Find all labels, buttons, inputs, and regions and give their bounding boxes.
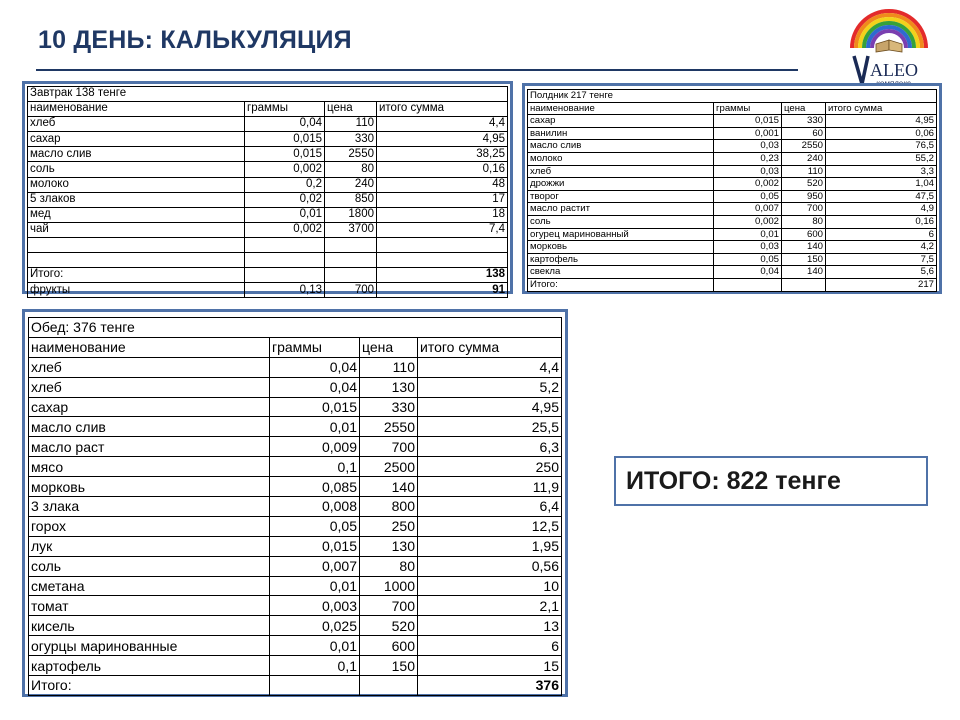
- item-name: морковь: [29, 477, 270, 497]
- total-label: Итого:: [29, 676, 270, 696]
- item-sum: 76,5: [826, 140, 937, 153]
- item-grams: 0,23: [714, 152, 782, 165]
- empty-cell: [325, 268, 377, 283]
- fruit-row: [28, 283, 508, 298]
- breakfast-header-row: [28, 102, 508, 117]
- item-name: масло слив: [528, 140, 714, 153]
- item-name: хлеб: [29, 357, 270, 377]
- svg-text:ALEO: ALEO: [870, 60, 918, 80]
- item-name: лук: [29, 536, 270, 556]
- breakfast-title-row: [28, 87, 508, 102]
- table-row: [29, 477, 562, 497]
- item-price: 110: [782, 165, 826, 178]
- title-underline: [36, 69, 798, 71]
- empty-cell: [782, 278, 826, 291]
- item-grams: 0,001: [714, 127, 782, 140]
- item-name: соль: [528, 215, 714, 228]
- item-grams: 0,015: [245, 132, 325, 147]
- item-name: молоко: [28, 177, 245, 192]
- empty-cell: [245, 237, 325, 252]
- table-row: [528, 266, 937, 279]
- item-grams: 0,007: [714, 203, 782, 216]
- snack-table-panel: [522, 83, 942, 294]
- item-sum: 2,1: [418, 596, 562, 616]
- item-sum: 0,16: [826, 215, 937, 228]
- col-sum-header: итого сумма: [826, 102, 937, 115]
- item-sum: 0,06: [826, 127, 937, 140]
- col-price-header: цена: [325, 102, 377, 117]
- item-grams: 0,007: [270, 556, 360, 576]
- item-grams: 0,05: [714, 253, 782, 266]
- empty-cell: [377, 237, 508, 252]
- empty-cell: [28, 253, 245, 268]
- table-row: [28, 147, 508, 162]
- item-name: творог: [528, 190, 714, 203]
- total-label: Итого:: [28, 268, 245, 283]
- item-price: 130: [360, 536, 418, 556]
- item-sum: 18: [377, 207, 508, 222]
- item-sum: 12,5: [418, 516, 562, 536]
- item-sum: 250: [418, 457, 562, 477]
- table-row: [28, 132, 508, 147]
- item-sum: 6,3: [418, 437, 562, 457]
- total-row: [528, 278, 937, 291]
- item-sum: 5,2: [418, 377, 562, 397]
- item-grams: 0,009: [270, 437, 360, 457]
- table-row: [28, 162, 508, 177]
- col-sum-header: итого сумма: [418, 337, 562, 357]
- table-row: [28, 177, 508, 192]
- table-row: [528, 215, 937, 228]
- empty-row: [28, 253, 508, 268]
- item-price: 150: [360, 656, 418, 676]
- item-price: 130: [360, 377, 418, 397]
- snack-title-row: [528, 90, 937, 103]
- item-price: 140: [782, 266, 826, 279]
- empty-cell: [245, 253, 325, 268]
- table-row: [29, 616, 562, 636]
- total-value: 217: [826, 278, 937, 291]
- item-sum: 0,56: [418, 556, 562, 576]
- table-row: [29, 656, 562, 676]
- item-name: огурцы маринованные: [29, 636, 270, 656]
- item-grams: 0,085: [270, 477, 360, 497]
- item-name: картофель: [29, 656, 270, 676]
- item-grams: 0,01: [714, 228, 782, 241]
- table-row: [29, 636, 562, 656]
- item-grams: 0,03: [714, 140, 782, 153]
- empty-cell: [28, 237, 245, 252]
- item-name: чай: [28, 222, 245, 237]
- item-price: 520: [782, 178, 826, 191]
- item-grams: 0,02: [245, 192, 325, 207]
- item-name: сахар: [29, 397, 270, 417]
- item-grams: 0,002: [714, 178, 782, 191]
- item-price: 80: [325, 162, 377, 177]
- item-name: ванилин: [528, 127, 714, 140]
- empty-cell: [245, 268, 325, 283]
- item-name: горох: [29, 516, 270, 536]
- table-row: [29, 497, 562, 517]
- item-price: 80: [782, 215, 826, 228]
- col-price-header: цена: [782, 102, 826, 115]
- table-row: [28, 117, 508, 132]
- breakfast-table-panel: [22, 81, 513, 294]
- table-row: [29, 556, 562, 576]
- total-value: 376: [418, 676, 562, 696]
- item-sum: 4,95: [377, 132, 508, 147]
- item-name: хлеб: [29, 377, 270, 397]
- empty-cell: [360, 676, 418, 696]
- empty-cell: [377, 253, 508, 268]
- table-row: [28, 222, 508, 237]
- table-row: [528, 140, 937, 153]
- item-price: 80: [360, 556, 418, 576]
- item-grams: 0,008: [270, 497, 360, 517]
- item-grams: 0,04: [270, 377, 360, 397]
- table-row: [29, 437, 562, 457]
- table-row: [29, 357, 562, 377]
- item-sum: 6,4: [418, 497, 562, 517]
- col-sum-header: итого сумма: [377, 102, 508, 117]
- page-title: 10 ДЕНЬ: КАЛЬКУЛЯЦИЯ: [38, 26, 352, 54]
- item-name: мед: [28, 207, 245, 222]
- table-row: [528, 190, 937, 203]
- item-sum: 38,25: [377, 147, 508, 162]
- table-row: [528, 165, 937, 178]
- table-row: [528, 203, 937, 216]
- item-price: 1800: [325, 207, 377, 222]
- table-row: [29, 377, 562, 397]
- item-grams: 0,04: [714, 266, 782, 279]
- item-sum: 47,5: [826, 190, 937, 203]
- snack-header-row: [528, 102, 937, 115]
- item-grams: 0,03: [714, 165, 782, 178]
- item-name: морковь: [528, 241, 714, 254]
- item-name: сметана: [29, 576, 270, 596]
- item-sum: 0,16: [377, 162, 508, 177]
- item-grams: 0,003: [270, 596, 360, 616]
- item-price: 240: [325, 177, 377, 192]
- empty-cell: [325, 237, 377, 252]
- breakfast-title: Завтрак 138 тенге: [28, 87, 508, 102]
- item-price: 600: [360, 636, 418, 656]
- item-sum: 5,6: [826, 266, 937, 279]
- item-sum: 25,5: [418, 417, 562, 437]
- item-grams: 0,015: [270, 536, 360, 556]
- item-grams: 0,03: [714, 241, 782, 254]
- item-price: 1000: [360, 576, 418, 596]
- table-row: [29, 516, 562, 536]
- col-name-header: наименование: [28, 102, 245, 117]
- item-grams: 0,05: [714, 190, 782, 203]
- item-sum: 4,2: [826, 241, 937, 254]
- item-sum: 10: [418, 576, 562, 596]
- item-price: 800: [360, 497, 418, 517]
- item-sum: 3,3: [826, 165, 937, 178]
- item-name: 3 злака: [29, 497, 270, 517]
- item-price: 60: [782, 127, 826, 140]
- lunch-title: Обед: 376 тенге: [29, 318, 562, 338]
- breakfast-table: [27, 86, 508, 298]
- col-name-header: наименование: [528, 102, 714, 115]
- item-grams: 0,04: [270, 357, 360, 377]
- col-name-header: наименование: [29, 337, 270, 357]
- item-grams: 0,04: [245, 117, 325, 132]
- table-row: [28, 192, 508, 207]
- table-row: [528, 228, 937, 241]
- item-price: 3700: [325, 222, 377, 237]
- item-sum: 17: [377, 192, 508, 207]
- item-name: огурец маринованный: [528, 228, 714, 241]
- total-label: Итого:: [528, 278, 714, 291]
- item-grams: 0,13: [245, 283, 325, 298]
- lunch-header-row: [29, 337, 562, 357]
- item-sum: 4,4: [418, 357, 562, 377]
- item-price: 110: [325, 117, 377, 132]
- item-name: картофель: [528, 253, 714, 266]
- total-row: [29, 676, 562, 696]
- item-grams: 0,025: [270, 616, 360, 636]
- item-sum: 7,4: [377, 222, 508, 237]
- table-row: [29, 576, 562, 596]
- item-name: кисель: [29, 616, 270, 636]
- item-name: хлеб: [528, 165, 714, 178]
- item-sum: 55,2: [826, 152, 937, 165]
- table-row: [528, 152, 937, 165]
- item-grams: 0,015: [714, 115, 782, 128]
- lunch-title-row: [29, 318, 562, 338]
- col-grams-header: граммы: [245, 102, 325, 117]
- item-grams: 0,002: [714, 215, 782, 228]
- item-name: соль: [28, 162, 245, 177]
- total-row: [28, 268, 508, 283]
- item-price: 2550: [325, 147, 377, 162]
- table-row: [528, 253, 937, 266]
- item-name: 5 злаков: [28, 192, 245, 207]
- item-sum: 11,9: [418, 477, 562, 497]
- table-row: [29, 457, 562, 477]
- item-sum: 48: [377, 177, 508, 192]
- col-grams-header: граммы: [270, 337, 360, 357]
- item-name: фрукты: [28, 283, 245, 298]
- item-price: 2550: [782, 140, 826, 153]
- empty-cell: [270, 676, 360, 696]
- item-sum: 1,95: [418, 536, 562, 556]
- item-grams: 0,015: [270, 397, 360, 417]
- empty-row: [28, 237, 508, 252]
- snack-table: [527, 89, 937, 292]
- item-price: 700: [360, 596, 418, 616]
- item-price: 250: [360, 516, 418, 536]
- lunch-table: [28, 317, 562, 696]
- item-price: 150: [782, 253, 826, 266]
- item-grams: 0,01: [270, 417, 360, 437]
- item-price: 140: [782, 241, 826, 254]
- item-sum: 13: [418, 616, 562, 636]
- item-name: дрожжи: [528, 178, 714, 191]
- item-name: сахар: [28, 132, 245, 147]
- table-row: [528, 241, 937, 254]
- item-price: 330: [360, 397, 418, 417]
- item-price: 850: [325, 192, 377, 207]
- item-grams: 0,1: [270, 656, 360, 676]
- item-sum: 6: [418, 636, 562, 656]
- item-grams: 0,01: [270, 576, 360, 596]
- item-name: масло слив: [29, 417, 270, 437]
- empty-cell: [714, 278, 782, 291]
- item-price: 520: [360, 616, 418, 636]
- item-sum: 15: [418, 656, 562, 676]
- item-name: масло растит: [528, 203, 714, 216]
- item-price: 700: [325, 283, 377, 298]
- item-name: мясо: [29, 457, 270, 477]
- item-grams: 0,1: [270, 457, 360, 477]
- item-price: 950: [782, 190, 826, 203]
- item-name: соль: [29, 556, 270, 576]
- table-row: [29, 397, 562, 417]
- item-price: 700: [360, 437, 418, 457]
- valeo-logo: [846, 4, 932, 88]
- item-grams: 0,01: [245, 207, 325, 222]
- item-price: 700: [782, 203, 826, 216]
- item-grams: 0,002: [245, 222, 325, 237]
- item-grams: 0,2: [245, 177, 325, 192]
- item-sum: 4,4: [377, 117, 508, 132]
- item-grams: 0,01: [270, 636, 360, 656]
- item-name: масло слив: [28, 147, 245, 162]
- item-sum: 4,95: [826, 115, 937, 128]
- item-name: сахар: [528, 115, 714, 128]
- item-price: 330: [782, 115, 826, 128]
- item-sum: 4,9: [826, 203, 937, 216]
- table-row: [528, 127, 937, 140]
- snack-title: Полдник 217 тенге: [528, 90, 937, 103]
- item-sum: 7,5: [826, 253, 937, 266]
- col-price-header: цена: [360, 337, 418, 357]
- lunch-table-panel: [22, 309, 568, 697]
- total-value: 138: [377, 268, 508, 283]
- empty-cell: [325, 253, 377, 268]
- item-name: масло раст: [29, 437, 270, 457]
- item-sum: 6: [826, 228, 937, 241]
- item-sum: 4,95: [418, 397, 562, 417]
- table-row: [29, 417, 562, 437]
- item-name: хлеб: [28, 117, 245, 132]
- item-price: 2550: [360, 417, 418, 437]
- table-row: [528, 115, 937, 128]
- item-price: 2500: [360, 457, 418, 477]
- grand-total: ИТОГО: 822 тенге: [614, 456, 928, 506]
- item-sum: 1,04: [826, 178, 937, 191]
- item-sum: 91: [377, 283, 508, 298]
- item-name: молоко: [528, 152, 714, 165]
- table-row: [528, 178, 937, 191]
- item-price: 330: [325, 132, 377, 147]
- item-name: томат: [29, 596, 270, 616]
- item-price: 110: [360, 357, 418, 377]
- table-row: [29, 596, 562, 616]
- table-row: [29, 536, 562, 556]
- item-price: 600: [782, 228, 826, 241]
- col-grams-header: граммы: [714, 102, 782, 115]
- table-row: [28, 207, 508, 222]
- item-grams: 0,002: [245, 162, 325, 177]
- item-price: 140: [360, 477, 418, 497]
- item-name: свекла: [528, 266, 714, 279]
- item-grams: 0,015: [245, 147, 325, 162]
- item-grams: 0,05: [270, 516, 360, 536]
- item-price: 240: [782, 152, 826, 165]
